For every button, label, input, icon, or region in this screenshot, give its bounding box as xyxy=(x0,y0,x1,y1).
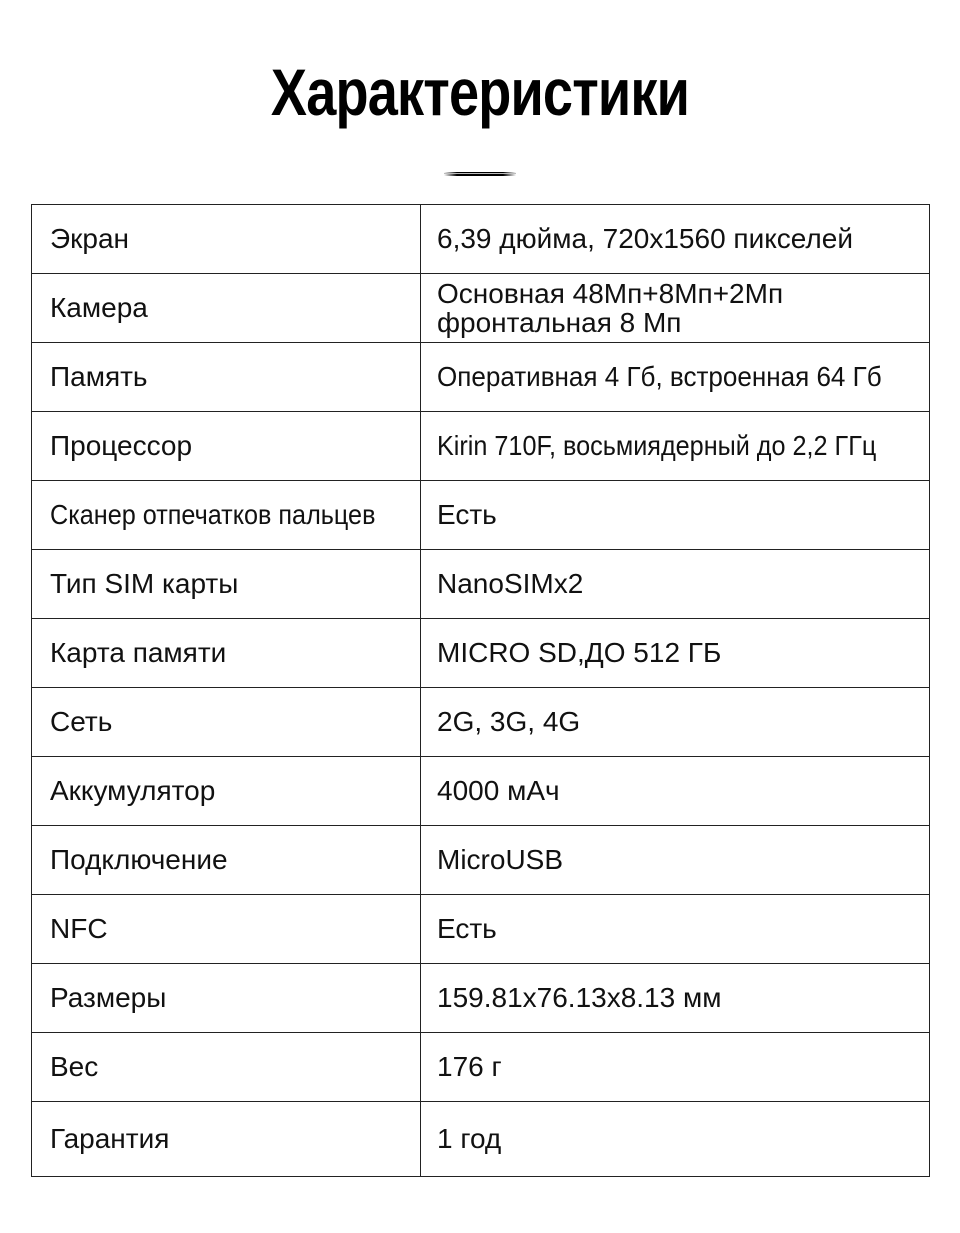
spec-value: 159.81x76.13x8.13 мм xyxy=(421,964,930,1033)
table-row xyxy=(32,274,930,343)
spec-value: MicroUSB xyxy=(421,826,930,895)
table-row xyxy=(32,688,930,757)
spec-value: NanoSIMx2 xyxy=(421,550,930,619)
spec-value: 1 год xyxy=(421,1102,930,1177)
spec-label: Камера xyxy=(32,274,421,343)
table-row xyxy=(32,1102,930,1177)
spec-value-text: Оперативная 4 Гб, встроенная 64 Гб xyxy=(437,361,882,392)
spec-label: Тип SIM карты xyxy=(32,550,421,619)
spec-label: Процессор xyxy=(32,412,421,481)
spec-value xyxy=(421,412,930,481)
table-row xyxy=(32,481,930,550)
table-row xyxy=(32,619,930,688)
spec-label: Экран xyxy=(32,205,421,274)
spec-value xyxy=(421,274,930,343)
table-row xyxy=(32,757,930,826)
table-row xyxy=(32,343,930,412)
table-row xyxy=(32,895,930,964)
spec-label: Карта памяти xyxy=(32,619,421,688)
spec-value: Есть xyxy=(421,895,930,964)
spec-label: Размеры xyxy=(32,964,421,1033)
spec-value: 2G, 3G, 4G xyxy=(421,688,930,757)
table-row xyxy=(32,205,930,274)
spec-label: Вес xyxy=(32,1033,421,1102)
table-row xyxy=(32,1033,930,1102)
table-row xyxy=(32,412,930,481)
spec-label: Подключение xyxy=(32,826,421,895)
spec-value: Есть xyxy=(421,481,930,550)
spec-label: Память xyxy=(32,343,421,412)
spec-value-line: фронтальная 8 Мп xyxy=(437,307,682,338)
spec-label-text: Сканер отпечатков пальцев xyxy=(50,499,376,530)
spec-label: Аккумулятор xyxy=(32,757,421,826)
spec-value-line: Основная 48Мп+8Мп+2Мп xyxy=(437,278,784,309)
page-title: Характеристики xyxy=(270,55,690,129)
spec-label: Гарантия xyxy=(32,1102,421,1177)
table-row xyxy=(32,826,930,895)
spec-value: 4000 мАч xyxy=(421,757,930,826)
spec-value-text: Kirin 710F, восьмиядерный до 2,2 ГГц xyxy=(437,430,877,461)
spec-value xyxy=(421,343,930,412)
spec-value: 6,39 дюйма, 720x1560 пикселей xyxy=(421,205,930,274)
spec-value: 176 г xyxy=(421,1033,930,1102)
specs-table xyxy=(31,204,930,1177)
spec-label xyxy=(32,481,421,550)
spec-value: MICRO SD,ДО 512 ГБ xyxy=(421,619,930,688)
title-divider xyxy=(444,172,516,176)
spec-label: Сеть xyxy=(32,688,421,757)
spec-label: NFC xyxy=(32,895,421,964)
table-row xyxy=(32,550,930,619)
table-row xyxy=(32,964,930,1033)
